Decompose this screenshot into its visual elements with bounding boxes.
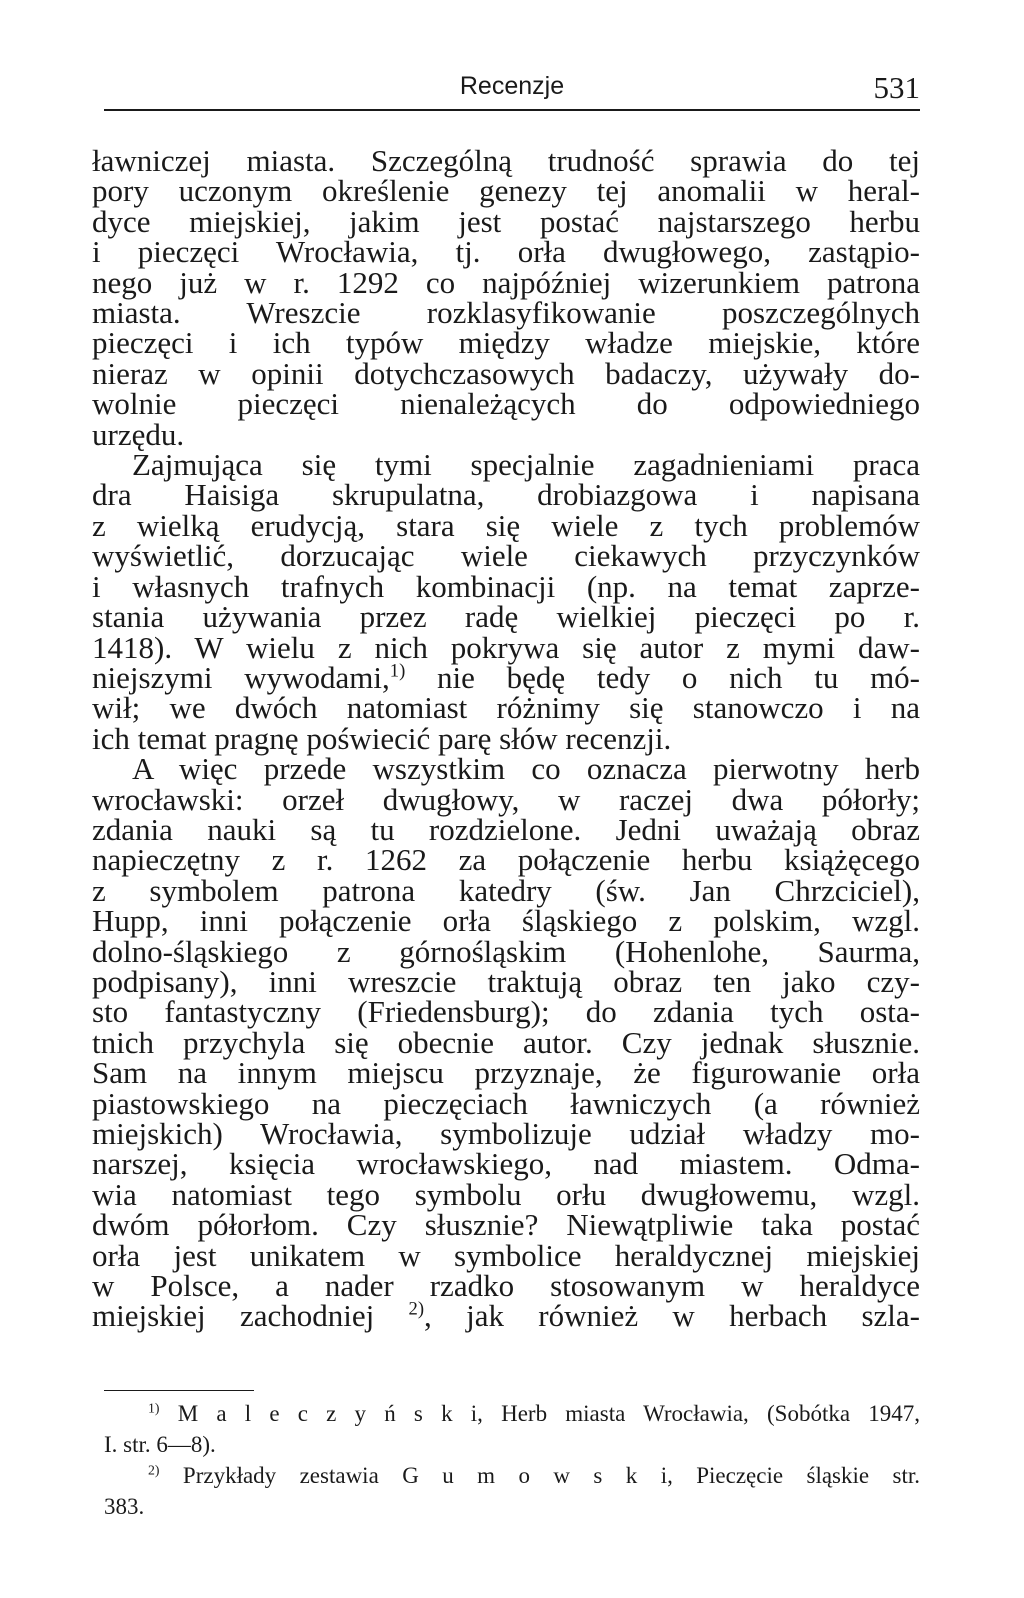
running-title: Recenzje <box>459 72 565 100</box>
text-line: wia natomiast tego symbolu orłu dwugłowemu, wzgl. <box>92 1176 920 1212</box>
text-segment: nie będę tedy o nich tu mó- <box>437 659 921 695</box>
footnote-mark-1: 1) <box>148 1400 160 1416</box>
text-line: miasta. Wreszcie rozklasyfikowanie poszczególnych <box>92 295 920 331</box>
text-line: ich temat pragnę poświecić parę słów recenzji. <box>92 720 672 756</box>
body-text <box>92 143 921 1334</box>
footnote-reference-1: 1) <box>389 660 406 682</box>
text-line: z symbolem patrona katedry (św. Jan Chrzciciel), <box>92 872 920 908</box>
footnote-1-continued: I. str. 6—8). <box>104 1432 216 1457</box>
text-segment: , jak również w herbach szla- <box>424 1298 920 1334</box>
text-line: dolno-śląskiego z górnośląskim (Hohenlohe, Saurma, <box>92 933 920 969</box>
header-rule <box>104 109 920 111</box>
text-line: stania używania przez radę wielkiej pieczęci po r. <box>92 599 920 635</box>
text-line: podpisany), inni wreszcie traktują obraz ten jako czy- <box>92 963 920 999</box>
footnote-rule <box>104 1390 254 1391</box>
paragraph-start: A więc przede wszystkim co oznacza pierwotny herb <box>132 751 920 787</box>
text-line: dyce miejskiej, jakim jest postać najstarszego herbu <box>92 203 920 239</box>
text-line: wyświetlić, dorzucając wiele ciekawych przyczynków <box>92 538 920 574</box>
footnote-mark-2: 2) <box>148 1462 160 1478</box>
text-line: 1418). W wielu z nich pokrywa się autor z mymi daw- <box>92 629 920 665</box>
footnote-2 <box>104 1460 920 1491</box>
text-line: piastowskiego na pieczęciach ławniczych (a również <box>92 1085 920 1121</box>
text-line: i własnych trafnych kombinacji (np. na temat zaprze- <box>92 568 920 604</box>
footnote-reference-2: 2) <box>408 1299 425 1321</box>
footnote-text: Przykłady zestawia G u m o w s k i, Pieczęcie śląskie str. <box>182 1463 920 1488</box>
text-line: dwóm półorłom. Czy słusznie? Niewątpliwie taka postać <box>92 1207 920 1243</box>
text-segment: miejskiej zachodniej <box>92 1298 375 1334</box>
paragraph-start: Zajmująca się tymi specjalnie zagadnieniami praca <box>132 447 920 483</box>
text-segment: niejszymi wywodami, <box>92 659 390 695</box>
text-line: ławniczej miasta. Szczególną trudność sprawia do tej <box>92 143 920 178</box>
footnote-2-continued: 383. <box>104 1494 145 1519</box>
text-line: z wielką erudycją, stara się wiele z tych problemów <box>92 507 920 543</box>
text-line: Hupp, inni połączenie orła śląskiego z polskim, wzgl. <box>92 903 920 939</box>
text-line: nieraz w opinii dotychczasowych badaczy, używały do- <box>92 355 920 391</box>
page-number: 531 <box>873 70 920 105</box>
text-line: i pieczęci Wrocławia, tj. orła dwugłowego, zastąpio- <box>92 234 920 270</box>
text-line: napieczętny z r. 1262 za połączenie herbu książęcego <box>92 842 920 878</box>
footnote-1 <box>104 1398 920 1429</box>
text-line-with-footnote <box>92 1298 920 1334</box>
text-line: w Polsce, a nader rzadko stosowanym w heraldyce <box>92 1268 920 1304</box>
text-line: nego już w r. 1292 co najpóźniej wizerunkiem patrona <box>92 264 920 300</box>
text-line: narszej, księcia wrocławskiego, nad miastem. Odma- <box>92 1146 920 1182</box>
text-line: wił; we dwóch natomiast różnimy się stanowczo i na <box>92 690 920 726</box>
running-head <box>104 68 920 108</box>
footnote-text: M a l e c z y ń s k i, Herb miasta Wrocławia, (Sobótka 1947, <box>177 1401 920 1426</box>
text-line: wrocławski: orzeł dwugłowy, w raczej dwa półorły; <box>92 781 920 817</box>
text-line: sto fantastyczny (Friedensburg); do zdania tych osta- <box>92 994 920 1030</box>
text-line: dra Haisiga skrupulatna, drobiazgowa i napisana <box>92 477 920 513</box>
text-line-with-footnote <box>92 659 921 695</box>
text-line: miejskich) Wrocławia, symbolizuje udział władzy mo- <box>92 1116 920 1151</box>
text-line: pieczęci i ich typów między władze miejskie, które <box>92 325 920 361</box>
text-line: Sam na innym miejscu przyznaje, że figurowanie orła <box>92 1055 920 1091</box>
text-line: orła jest unikatem w symbolice heraldycznej miejskiej <box>92 1237 920 1273</box>
footnotes <box>104 1398 920 1522</box>
text-line: wolnie pieczęci nienależących do odpowiedniego <box>92 386 920 422</box>
text-line: tnich przychyla się obecnie autor. Czy jednak słusznie. <box>92 1024 920 1060</box>
text-line: pory uczonym określenie genezy tej anomalii w heral- <box>92 173 920 209</box>
text-line: urzędu. <box>92 416 185 452</box>
text-line: zdania nauki są tu rozdzielone. Jedni uważają obraz <box>92 811 920 847</box>
